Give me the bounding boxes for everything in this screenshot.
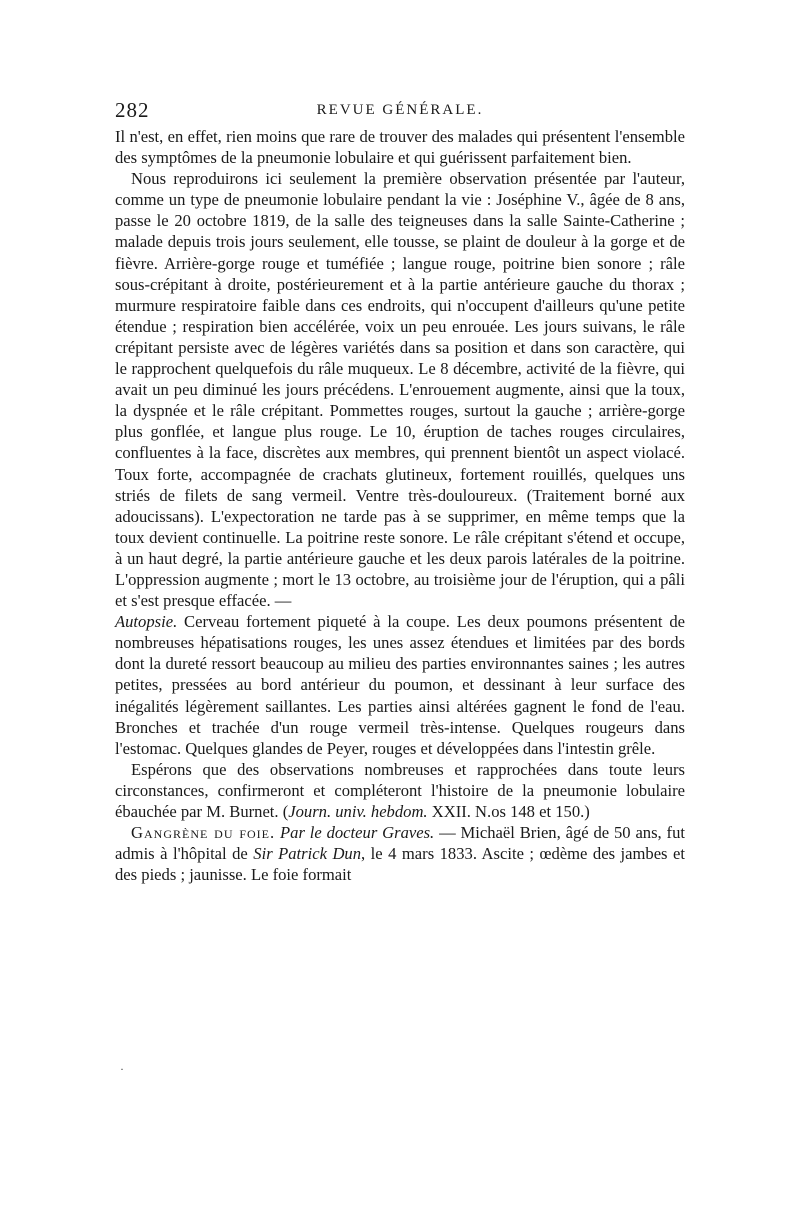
journal-reference: Journ. univ. hebdom.: [288, 802, 428, 821]
paragraph-observation: Nous reproduirons ici seulement la première observation présentée par l'auteur, comme un type de pneumonie lobulaire pendant la vie : Joséphine V., âgée de 8 ans, passe le 20 octobre 1819, de la salle des teigneuses dans la salle Sainte-Catherine ; malade depuis trois jours seulement, elle tousse, se plaint de douleur à la gorge et de fièvre. Arrière-gorge rouge et tuméfiée ; langue rouge, poitrine bien sonore ; râle sous-crépitant à droite, postérieurement et à la partie antérieure gauche du thorax ; murmure respiratoire faible dans ces endroits, qui n'occupent d'ailleurs qu'une petite étendue ; respiration bien accélérée, voix un peu enrouée. Les jours suivans, le râle crépitant persiste avec de légères variétés dans sa position et dans son caractère, qui le rapprochent quelquefois du râle muqueux. Le 8 décembre, activité de la fièvre, qui avait un peu diminué les jours précédens. L'enrouement augmente, ainsi que la toux, la dyspnée et le râle crépitant. Pommettes rouges, surtout la gauche ; arrière-gorge plus gonflée, et langue plus rouge. Le 10, éruption de taches rouges circulaires, confluentes à la face, discrètes aux membres, qui prennent bientôt un aspect violacé. Toux forte, accompagnée de crachats glutineux, fortement rouillés, quelques uns striés de filets de sang vermeil. Ventre très-douloureux. (Traitement borné aux adoucissans). L'expectoration ne tarde pas à se supprimer, en même temps que la toux devient continuelle. La poitrine reste sonore. Le râle crépitant s'étend et occupe, à un haut degré, la partie antérieure gauche et les deux parois latérales de la poitrine. L'oppression augmente ; mort le 13 octobre, au troisième jour de l'éruption, qui a pâli et s'est presque effacée. —: [115, 169, 685, 611]
paragraph-autopsy: [115, 611, 685, 759]
journal-issue: XXII. N.os 148 et 150.): [427, 802, 590, 821]
paragraph-intro: Il n'est, en effet, rien moins que rare de trouver des malades qui présentent l'ensemble des symptômes de la pneumonie lobulaire et qui guérissent parfaitement bien.: [115, 127, 685, 168]
running-title: REVUE GÉNÉRALE.: [316, 102, 484, 118]
paragraph-conclusion: [115, 759, 685, 822]
author-byline: Par le docteur Graves.: [275, 823, 435, 843]
conclusion-text: Espérons que des observations nombreuses et rapprochées dans toute leurs circonstances, confirmeront et compléteront l'histoire de la pneumonie lobulaire ébauchée par M. Burnet. (: [115, 759, 685, 821]
case-text-start: — Michaël Brien, âgé de 50 ans, fut admis à l'hôpital de: [115, 823, 685, 864]
autopsy-heading: Autopsie.: [115, 612, 178, 632]
section-heading-gangrene: Gangrène du foie.: [131, 823, 276, 843]
case-text-rest: , le 4 mars 1833. Ascite ; œdème des jambes et des pieds ; jaunisse. Le foie formait: [115, 844, 685, 885]
running-head: [115, 98, 685, 128]
autopsy-text: Cerveau fortement piqueté à la coupe. Les deux poumons présentent de nombreuses hépatisations rouges, les unes assez étendues et limitées par des bords dont la dureté ressort beaucoup au milieu des parties environnantes saines ; les autres petites, pressées au bord antérieur du poumon, et dessinant à leur surface des inégalités légèrement saillantes. Les parties ainsi altérées gagnent le fond de l'eau. Bronches et trachée d'un rouge vermeil très-intense. Quelques rougeurs dans l'estomac. Quelques glandes de Peyer, rouges et développées dans l'intestin grêle.: [115, 612, 685, 758]
page-speck: ·: [120, 1062, 124, 1076]
paragraph-gangrene: [115, 822, 685, 885]
body-text: [115, 126, 685, 885]
hospital-name: Sir Patrick Dun: [253, 844, 362, 864]
page-number: 282: [115, 98, 150, 122]
